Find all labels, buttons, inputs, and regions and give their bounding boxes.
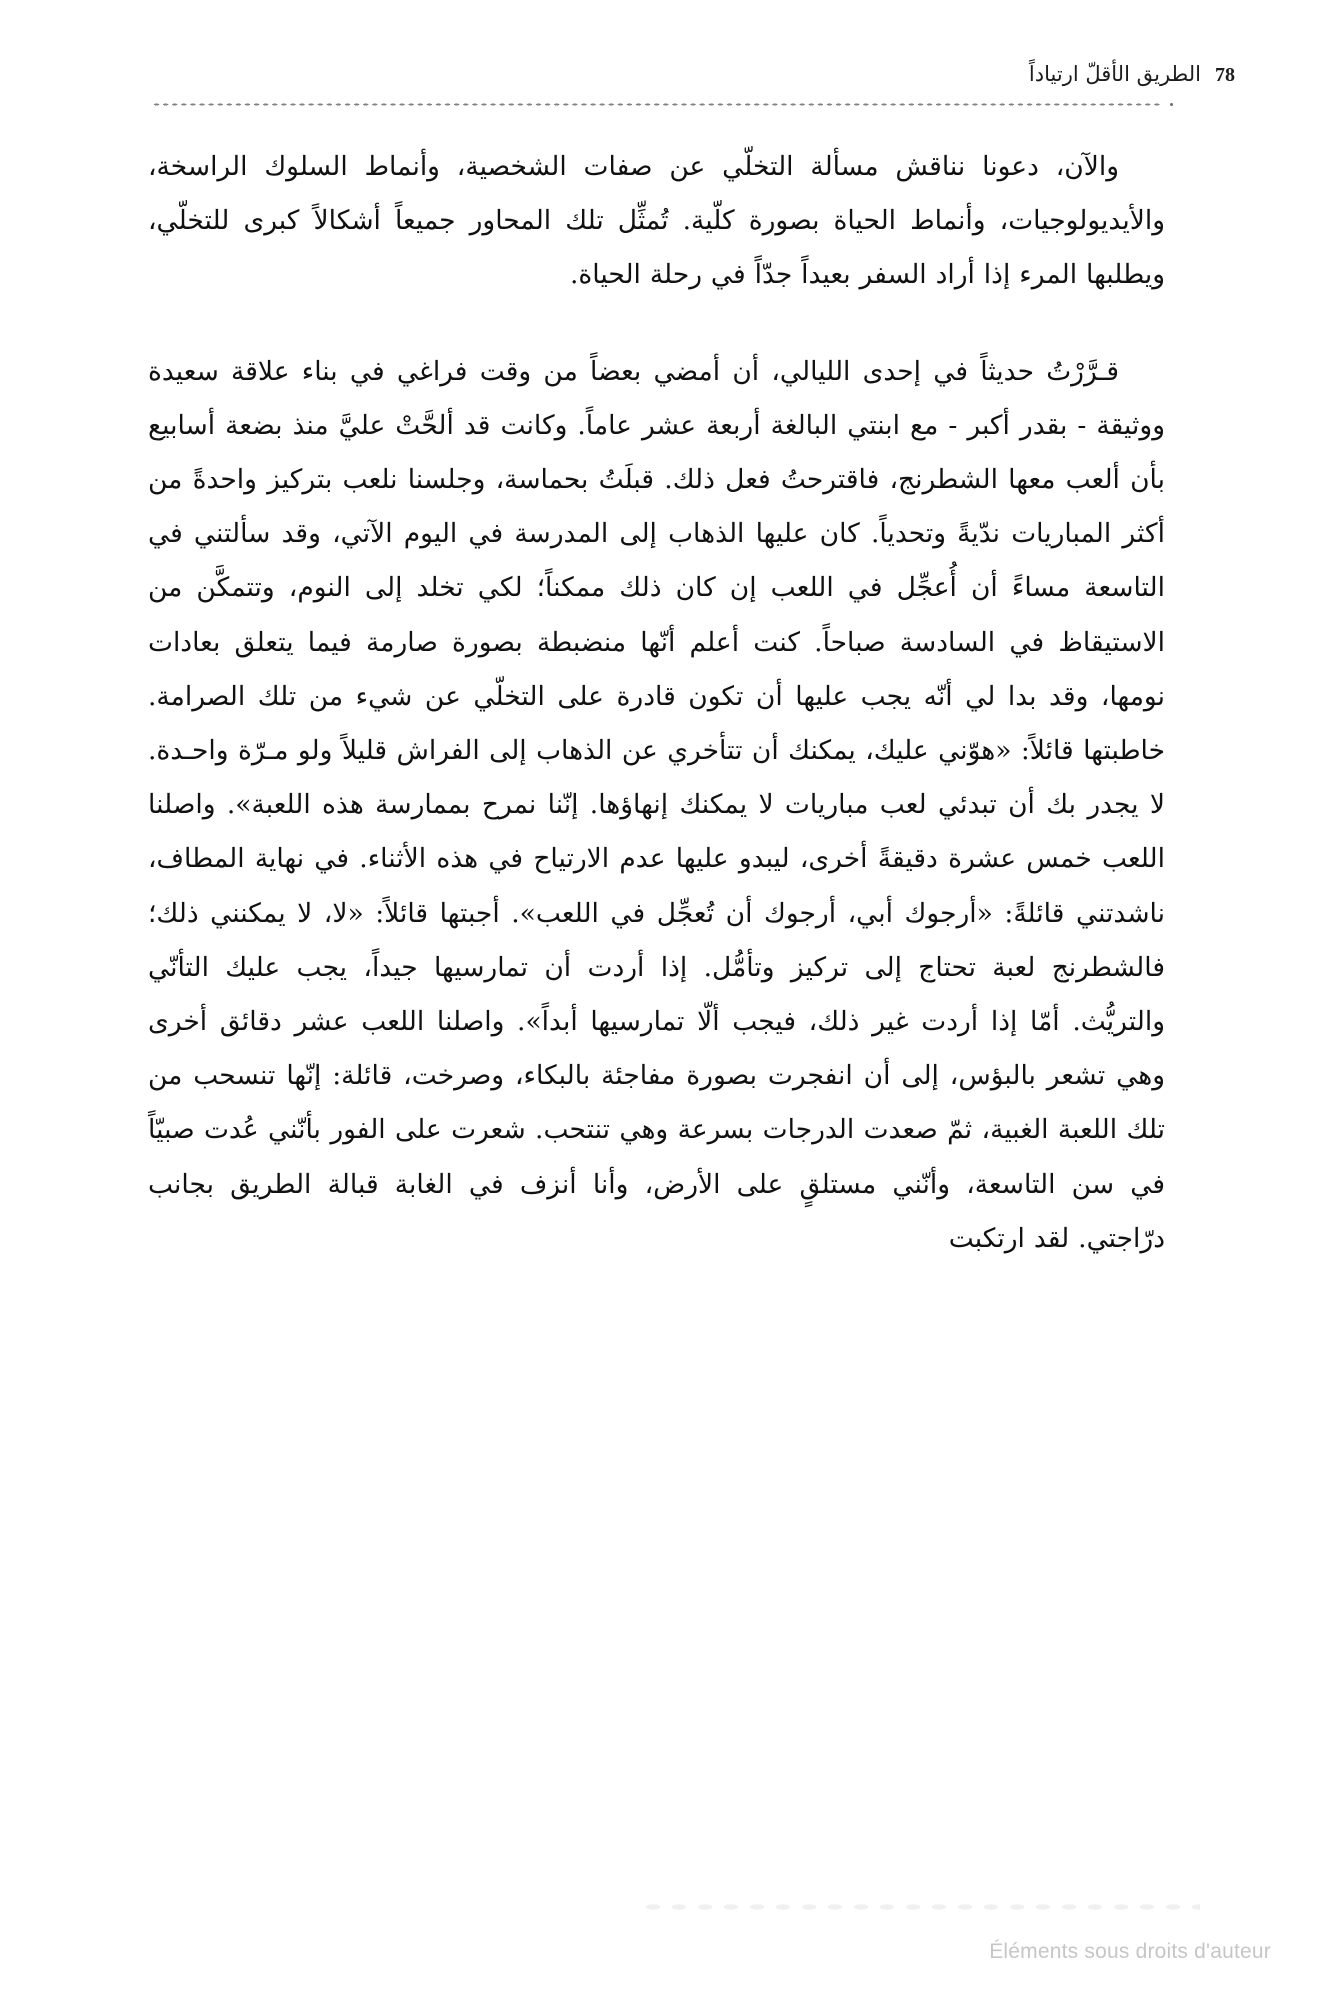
dotted-separator-rule [152, 100, 1173, 108]
paragraph-1-text: والآن، دعونا نناقش مسألة التخلّي عن صفات الشخصية، وأنماط السلوك الراسخة، والأيديولوجيات، وأنماط الحياة بصورة كلّية. تُمثِّل تلك المحاور جميعاً أشكالاً كبرى للتخلّي، ويطلبها المرء إذا أراد السفر بعيداً جدّاً في رحلة الحياة. [148, 151, 1165, 291]
book-title: الطريق الأقلّ ارتياداً [1028, 62, 1201, 86]
paragraph-1 [148, 140, 1165, 303]
page-number: 78 [1215, 64, 1235, 86]
copyright-watermark [0, 1940, 1271, 1964]
paragraph-2 [148, 345, 1165, 1266]
body-text-block [148, 140, 1165, 1266]
rule-lead-dot [1170, 103, 1173, 106]
copyright-watermark-text: Éléments sous droits d'auteur [989, 1940, 1271, 1963]
scan-artifact [640, 1902, 1200, 1916]
rule-dot-sequence [152, 103, 1161, 106]
paragraph-2-text: قـرَّرْتُ حديثاً في إحدى الليالي، أن أمضي بعضاً من وقت فراغي في بناء علاقة سعيدة ووثيقة - بقدر أكبر - مع ابنتي البالغة أربعة عشر عاماً. وكانت قد ألحَّتْ عليَّ منذ بضعة أسابيع بأن ألعب معها الشطرنج، فاقترحتُ فعل ذلك. قبلَتُ بحماسة، وجلسنا نلعب بتركيز واحدةً من أكثر المباريات ندّيةً وتحدياً. كان عليها الذهاب إلى المدرسة في اليوم الآتي، وقد سألتني في التاسعة مساءً أن أُعجِّل في اللعب إن كان ذلك ممكناً؛ لكي تخلد إلى النوم، وتتمكَّن من الاستيقاظ في السادسة صباحاً. كنت أعلم أنّها منضبطة بصورة صارمة فيما يتعلق بعادات نومها، وقد بدا لي أنّه يجب عليها أن تكون قادرة على التخلّي عن شيء من تلك الصرامة. خاطبتها قائلاً: «هوّني عليك، يمكنك أن تتأخري عن الذهاب إلى الفراش قليلاً ولو مـرّة واحـدة. لا يجدر بك أن تبدئي لعب مباريات لا يمكنك إنهاؤها. إنّنا نمرح بممارسة هذه اللعبة». واصلنا اللعب خمس عشرة دقيقةً أخرى، ليبدو عليها عدم الارتياح في هذه الأثناء. في نهاية المطاف، ناشدتني قائلةً: «أرجوك أبي، أرجوك أن تُعجِّل في اللعب». أجبتها قائلاً: «لا، لا يمكنني ذلك؛ فالشطرنج لعبة تحتاج إلى تركيز وتأمُّل. إذا أردت أن تمارسيها جيداً، يجب عليك التأنّي والتريُّث. أمّا إذا أردت غير ذلك، فيجب ألّا تمارسيها أبداً». واصلنا اللعب عشر دقائق أخرى وهي تشعر بالبؤس، إلى أن انفجرت بصورة مفاجئة بالبكاء، وصرخت، قائلة: إنّها تنسحب من تلك اللعبة الغبية، ثمّ صعدت الدرجات بسرعة وهي تنتحب. شعرت على الفور بأنّني عُدت صبيّاً في سن التاسعة، وأنّني مستلقٍ على الأرض، وأنا أنزف في الغابة قبالة الطريق بجانب درّاجتي. لقد ارتكبت [148, 355, 1165, 1254]
running-head [160, 62, 1235, 96]
